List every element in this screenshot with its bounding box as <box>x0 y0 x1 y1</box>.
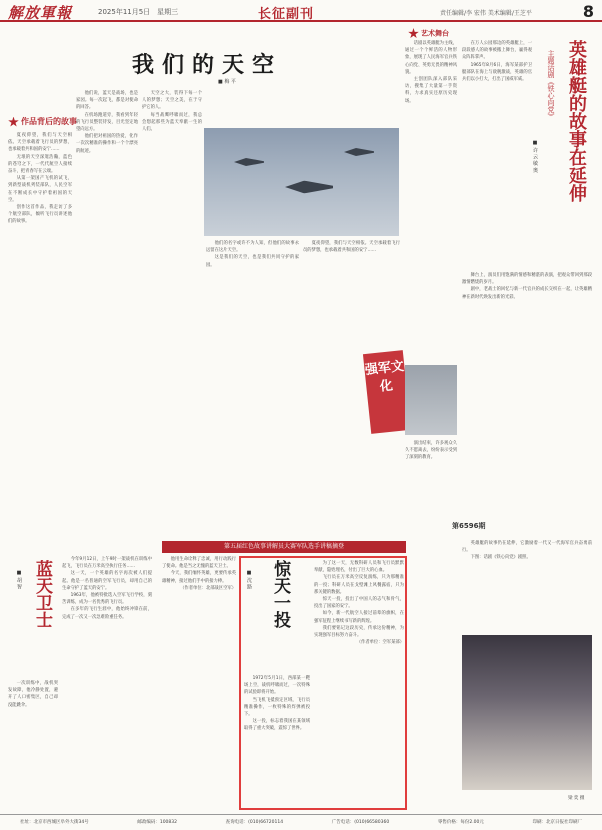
paragraph: 在多年的飞行生涯中，他始终冲锋在前，完成了一次又一次急难险重任务。 <box>62 607 152 620</box>
page-footer <box>0 814 602 830</box>
paragraph: 今天，我们缅怀英雄，更要传承英雄精神，接过他们手中的接力棒。 <box>162 571 236 584</box>
paragraph: 他用生命诠释了忠诚，用行动践行了使命。他是当之无愧的蓝天卫士。 <box>162 557 236 570</box>
sky-article-subhead <box>8 116 77 128</box>
paragraph: 1963年，他被特批选入空军飞行学校，刻苦训练，成为一名优秀的飞行员。 <box>62 593 152 606</box>
strong-army-culture-stamp <box>363 350 411 434</box>
paragraph: 这一天，一个英雄的名字再次被人们提起。他是一名普通的空军飞行员，却用自己的生命守护了蓝天的安宁。 <box>62 571 152 591</box>
hero-article-title: 英雄艇的故事在延伸 <box>566 40 587 202</box>
paragraph: 1972年5月1日，西部某一靶场上空，战机呼啸而过，一次特殊的试验即将开始。 <box>244 676 310 696</box>
editors-line: 责任编辑/李 宏伟 美术编辑/王芝平 <box>440 10 532 17</box>
paragraph: 1965年8月6日，海军某部护卫艇部队在海上与敌舰激战，英雄的官兵们以小打大，打出了国威军威。 <box>462 62 532 83</box>
photo-credit: 梁 奕 摄 <box>568 796 585 801</box>
hero-article-column-1 <box>462 40 532 270</box>
sky-article-column-1 <box>8 132 72 537</box>
paragraph: 这是我们的天空，也是我们共同守护的家园。 <box>206 255 299 268</box>
sky-article-column-2 <box>76 90 138 538</box>
paragraph: 这一投，标志着我国在某领域取得了重大突破，震惊了世界。 <box>244 719 310 732</box>
paragraph: 演出结束，许多观众久久不愿离去，纷纷表示受到了深刻的教育。 <box>405 441 457 461</box>
paragraph: 剧中，老战士的回忆与新一代官兵的成长交织在一起，让英雄精神在新时代焕发出新的光彩。 <box>462 287 592 300</box>
stamp-text: 强军文化 <box>364 359 405 395</box>
guard-article-column-1 <box>62 556 152 811</box>
page-number: 8 <box>582 2 594 21</box>
guard-article-title: 蓝天卫士 <box>32 560 52 628</box>
credit: （作者单位：空军某部） <box>356 640 404 646</box>
hero-article-column-5 <box>462 540 592 635</box>
paragraph: 为了这一天，无数科研人员和飞行员默默奉献，隐姓埋名，付出了巨大的心血。 <box>314 561 404 574</box>
footer-price: 零售价格：每份2.00元 <box>437 820 484 825</box>
paragraph: 在万人公园那边的英雄艇上，一段段感人的故事被搬上舞台，赢得观众阵阵掌声。 <box>462 41 532 61</box>
guard-article-column-2 <box>162 556 236 811</box>
paragraph: 话剧以英雄艇为主线，通过一个个鲜活的人物形象，展现了人民海军官兵铁心向党、英勇无畏的精神风貌。 <box>405 41 457 75</box>
hero-article-column-2 <box>405 40 457 360</box>
hero-article-column-4 <box>405 440 457 810</box>
tag-text: 艺术舞台 <box>421 28 449 38</box>
jolt-article-column-1 <box>244 675 310 805</box>
guard-article-author: ■ 胡 智 <box>16 570 22 590</box>
section-title: 长征副刊 <box>258 7 315 22</box>
paragraph: 他们的名字或许不为人知，但他们的故事永远留在这片天空。 <box>206 241 299 254</box>
sky-article-title: 我们的天空 <box>132 52 283 78</box>
paragraph: 主创团队深入部队采访，搜集了大量第一手资料，力求真实还原历史现场。 <box>405 77 457 104</box>
paragraph: 从第一架国产飞机的试飞，到新型战机列装部队，人民空军在不断成长中守护着祖国的天空。 <box>8 176 72 203</box>
star-icon <box>408 28 419 39</box>
jolt-article-column-2 <box>314 560 404 805</box>
footer-phone-ad: 广告电话：(010)66580360 <box>331 820 390 825</box>
sky-article-column-4 <box>206 240 299 538</box>
jolt-article-author: ■ 沈 路 <box>246 570 252 590</box>
hero-section-tag <box>408 28 449 39</box>
footer-postcode: 邮政编码：100832 <box>137 820 178 825</box>
subhead-text: 作品背后的故事 <box>21 116 77 126</box>
paragraph: 他们说，蓝天是战场，也是家园。每一次起飞，都是对使命的回答。 <box>76 91 138 111</box>
newspaper-logo: 解放軍報 <box>8 4 73 22</box>
paragraph: 我们要铭记这段历史，传承这份精神，为实现强军目标努力奋斗。 <box>314 625 404 639</box>
guard-article-column-0 <box>8 680 58 810</box>
hero-article-column-3 <box>462 272 592 512</box>
footer-print: 印刷：北京日报社印刷厂 <box>532 820 582 825</box>
hero-article-subtitle: 主题话剧《铁心向党》 <box>547 50 555 120</box>
footer-phone-service: 查询电话：(010)66720114 <box>225 820 284 825</box>
issue-date: 2025年11月5日 星期三 <box>98 8 179 16</box>
sky-article-column-3 <box>142 90 202 538</box>
credit: （作者单位：北部战区空军） <box>180 585 236 591</box>
jet-shape <box>234 158 264 166</box>
star-icon <box>8 117 19 128</box>
sky-article-author: ■ 梅 平 <box>218 79 236 85</box>
paragraph: 无垠的天空深邃浩瀚，蓝色的苍穹之下，一代代航空人接续奋斗，把青春写在云端。 <box>8 154 72 175</box>
paragraph: 在机场跑道旁，我看到年轻的飞行员整装待发，目光坚定地望向远方。 <box>76 112 138 133</box>
paragraph: 舞台上，演员们用饱满的情感和精湛的表演，把观众带回到那段激情燃烧的岁月。 <box>462 273 592 286</box>
paragraph: 当飞机飞抵预定区域，飞行员精准操作，一枚特殊的炸弹被投下。 <box>244 697 310 718</box>
masthead <box>0 0 602 22</box>
paragraph: 创作这首作品，我走访了多个航空部队，倾听飞行员讲述他们的故事。 <box>8 205 72 225</box>
paragraph: 夏夜仰望，我们与天空相依。天空承载着飞行员的梦想，也承载着共和国的安宁…… <box>8 133 72 153</box>
jolt-article-title: 惊天一投 <box>270 560 290 628</box>
issue-number: 第6596期 <box>452 522 486 530</box>
promo-photo <box>405 365 457 435</box>
jet-shape <box>285 181 333 194</box>
paragraph: 惊天一投，投出了中国人的志气和骨气，投出了国家的安宁。 <box>314 597 404 610</box>
sky-article-column-5 <box>303 240 400 350</box>
stage-performance-photo <box>462 635 592 790</box>
footer-address: 社址：北京市西城区阜外大街34号 <box>20 820 89 825</box>
jet-shape <box>344 148 374 156</box>
caption: 下图：话剧《铁心向党》剧照。 <box>470 555 531 561</box>
paragraph: 飞行员在万米高空反复演练，只为那精准的一投；科研人员在戈壁滩上风餐露宿，只为那关键的数据。 <box>314 575 404 595</box>
paragraph: 天空之大，装得下每一个人的梦想；天空之美，在于守护它的人。 <box>142 91 202 111</box>
hero-article-author: ■ 许 云 敏 奥 <box>532 140 538 173</box>
paragraph: 如今，新一代航空人接过前辈的旗帜，在强军征程上继续书写新的辉煌。 <box>314 611 404 624</box>
paragraph: 他们把对祖国的热爱，化作一次次精准的操作和一个个漂亮的航迹。 <box>76 134 138 154</box>
fighter-jets-photo <box>204 128 399 236</box>
paragraph: 夏夜仰望，我们与天空相依。天空承载着飞行员的梦想，也承载着共和国的安宁…… <box>303 241 400 254</box>
paragraph: 英雄艇的故事仍在延伸，它激励着一代又一代海军官兵奋勇前行。 <box>462 541 592 554</box>
paragraph: 一次训练中，战机突发故障，他冷静处置，避开了人口密集区，自己却没能跳伞。 <box>8 681 58 708</box>
paragraph: 每当战鹰呼啸而过，我总会想起那些为蓝天奉献一生的人们。 <box>142 112 202 133</box>
competition-ribbon: 第五届红色故事讲解员大赛军队选手讲稿摘登 <box>162 541 406 553</box>
paragraph: 今年9月12日，上午9时一架战机在训练中起飞，飞行员在万米高空执行任务…… <box>62 557 152 570</box>
